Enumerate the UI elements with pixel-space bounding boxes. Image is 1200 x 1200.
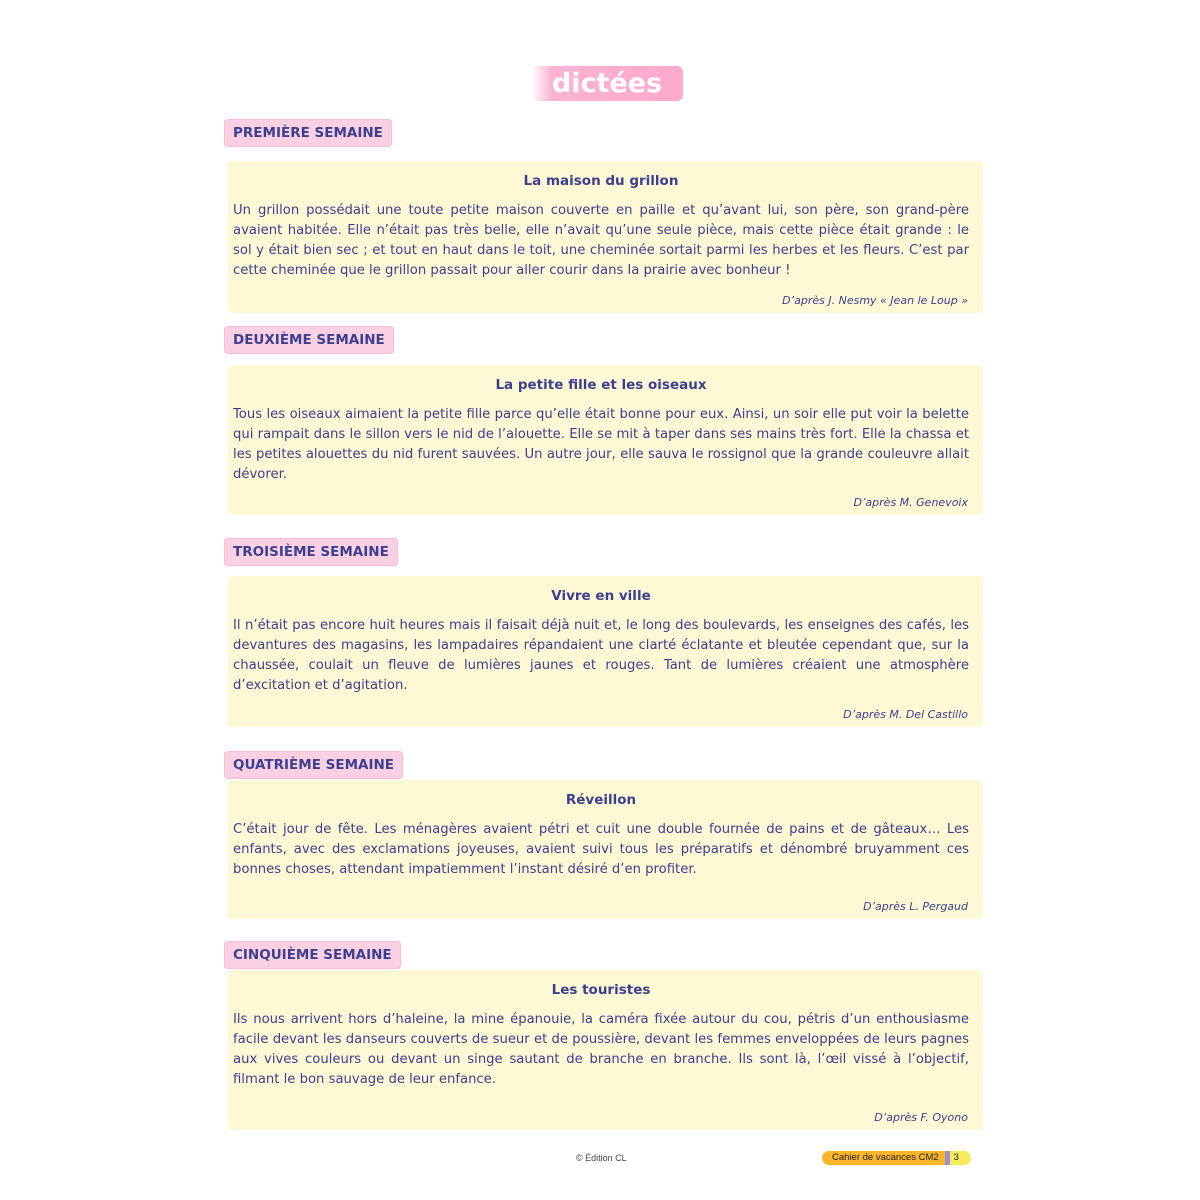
week-label: PREMIÈRE SEMAINE [224,119,392,147]
page-title: dictées [531,66,683,101]
dictation-box [228,161,983,313]
dictation-box [228,970,983,1130]
book-title: Cahier de vacances CM2 [822,1151,945,1165]
badge-divider [945,1151,950,1165]
dictation-text: Un grillon possédait une toute petite maison couverte en paille et qu’avant lui, son père, son grand-père avaient habitée. Elle n’était pas très belle, elle n’avait qu’une seule pièce, mais cette pièce était grande : le sol y était bien sec ; et tout en haut dans le toit, une cheminée sortait parmi les herbes et les fleurs. C’est par cette cheminée que le grillon passait pour aller courir dans la prairie avec bonheur ! [233,203,969,278]
dictation-title: La maison du grillon [523,173,679,189]
dictation-source: D’après M. Genevoix [853,496,968,509]
week-label: DEUXIÈME SEMAINE [224,326,394,354]
dictation-title: La petite fille et les oiseaux [495,377,707,393]
dictation-box [228,576,983,727]
dictation-text: C’était jour de fête. Les ménagères avaient pétri et cuit une double fournée de pains et de gâteaux… Les enfants, avec des exclamations joyeuses, avaient suivi tous les préparatifs et dénombré bruyamment ces bonnes choses, attendant impatiemment l’instant désiré d’en profiter. [233,822,969,877]
dictation-title: Vivre en ville [551,588,651,604]
page-number: 3 [950,1151,971,1165]
week-label: QUATRIÈME SEMAINE [224,751,403,779]
dictation-source: D’après F. Oyono [874,1111,968,1124]
copyright: © Édition CL [576,1153,627,1163]
dictation-source: D’après L. Pergaud [863,900,968,913]
dictation-text: Il n’était pas encore huit heures mais il faisait déjà nuit et, le long des boulevards, les enseignes des cafés, les devantures des magasins, les lampadaires répandaient une clarté éclatante et bleutée cependant que, sur la chaussée, coulait un fleuve de lumières jaunes et rouges. Tant de lumières créaient une atmosphère d’excitation et d’agitation. [233,618,969,693]
dictation-title: Réveillon [565,792,637,808]
week-label: TROISIÈME SEMAINE [224,538,398,566]
page-badge [822,1151,971,1165]
week-label: CINQUIÈME SEMAINE [224,941,401,969]
dictation-box [228,365,983,515]
dictation-title: Les touristes [551,982,651,998]
dictation-source: D’après J. Nesmy « Jean le Loup » [782,294,968,307]
dictation-text: Tous les oiseaux aimaient la petite fille parce qu’elle était bonne pour eux. Ainsi, un soir elle put voir la belette qui rampait dans le sillon vers le nid de l’alouette. Elle se mit à taper dans ses mains très fort. Elle la chassa et les petites alouettes du nid furent sauvées. Un autre jour, elle sauva le rossignol que la grande couleuvre allait dévorer. [233,407,969,482]
dictation-text: Ils nous arrivent hors d’haleine, la mine épanouie, la caméra fixée autour du cou, pétris d’un enthousiasme facile devant les danseurs couverts de sueur et de poussière, devant les femmes enveloppées de leurs pagnes aux vives couleurs ou devant un singe sautant de branche en branche. Ils sont là, l’œil vissé à l’objectif, filmant le bon sauvage de leur enfance. [233,1012,969,1087]
dictation-source: D’après M. Del Castillo [843,708,968,721]
dictation-box [228,780,983,919]
